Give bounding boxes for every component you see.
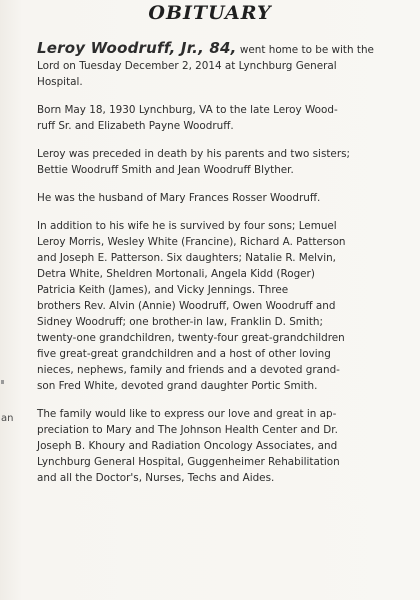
deceased-name: Leroy Woodruff, Jr., 84, xyxy=(37,39,237,57)
survived-line: Sidney Woodruff; one brother-in law, Franklin D. Smith; xyxy=(37,316,323,328)
survived-line: son Fred White, devoted grand daughter Portic Smith. xyxy=(37,380,318,392)
opening-paragraph xyxy=(37,40,417,90)
opening-line xyxy=(37,40,417,58)
preceded-paragraph xyxy=(37,146,417,178)
survived-line: In addition to his wife he is survived by four sons; Lemuel xyxy=(37,220,337,232)
margin-text-fragment: an xyxy=(1,413,14,424)
survived-line: Patricia Keith (James), and Vicky Jennings. Three xyxy=(37,284,289,296)
survived-line: five great-great grandchildren and a host of other loving xyxy=(37,348,331,360)
birth-line: Born May 18, 1930 Lynchburg, VA to the late Leroy Wood- xyxy=(37,104,338,116)
thanks-line: The family would like to express our love and great in ap- xyxy=(37,408,337,420)
survived-line: twenty-one grandchildren, twenty-four great-grandchildren xyxy=(37,332,345,344)
opening-line: Hospital. xyxy=(37,76,83,88)
obituary-body xyxy=(37,40,417,498)
thanks-line: Lynchburg General Hospital, Guggenheimer Rehabilitation xyxy=(37,456,340,468)
thanks-line: preciation to Mary and The Johnson Health Center and Dr. xyxy=(37,424,338,436)
survived-line: Leroy Morris, Wesley White (Francine), Richard A. Patterson xyxy=(37,236,346,248)
margin-mark xyxy=(1,380,4,384)
birth-line: ruff Sr. and Elizabeth Payne Woodruff. xyxy=(37,120,234,132)
husband-paragraph xyxy=(37,190,417,206)
birth-paragraph xyxy=(37,102,417,134)
thanks-paragraph xyxy=(37,406,417,486)
survived-line: Detra White, Sheldren Mortonali, Angela Kidd (Roger) xyxy=(37,268,315,280)
preceded-line: Leroy was preceded in death by his parents and two sisters; xyxy=(37,148,351,160)
thanks-line: Joseph B. Khoury and Radiation Oncology Associates, and xyxy=(37,440,338,452)
survived-paragraph xyxy=(37,218,417,394)
opening-text: went home to be with the xyxy=(236,44,374,56)
opening-line: Lord on Tuesday December 2, 2014 at Lynchburg General xyxy=(37,60,337,72)
preceded-line: Bettie Woodruff Smith and Jean Woodruff Blyther. xyxy=(37,164,294,176)
page-title: OBITUARY xyxy=(148,2,272,24)
survived-line: brothers Rev. Alvin (Annie) Woodruff, Owen Woodruff and xyxy=(37,300,336,312)
husband-line: He was the husband of Mary Frances Rosser Woodruff. xyxy=(37,192,321,204)
thanks-line: and all the Doctor's, Nurses, Techs and Aides. xyxy=(37,472,275,484)
survived-line: nieces, nephews, family and friends and a devoted grand- xyxy=(37,364,340,376)
survived-line: and Joseph E. Patterson. Six daughters; Natalie R. Melvin, xyxy=(37,252,336,264)
